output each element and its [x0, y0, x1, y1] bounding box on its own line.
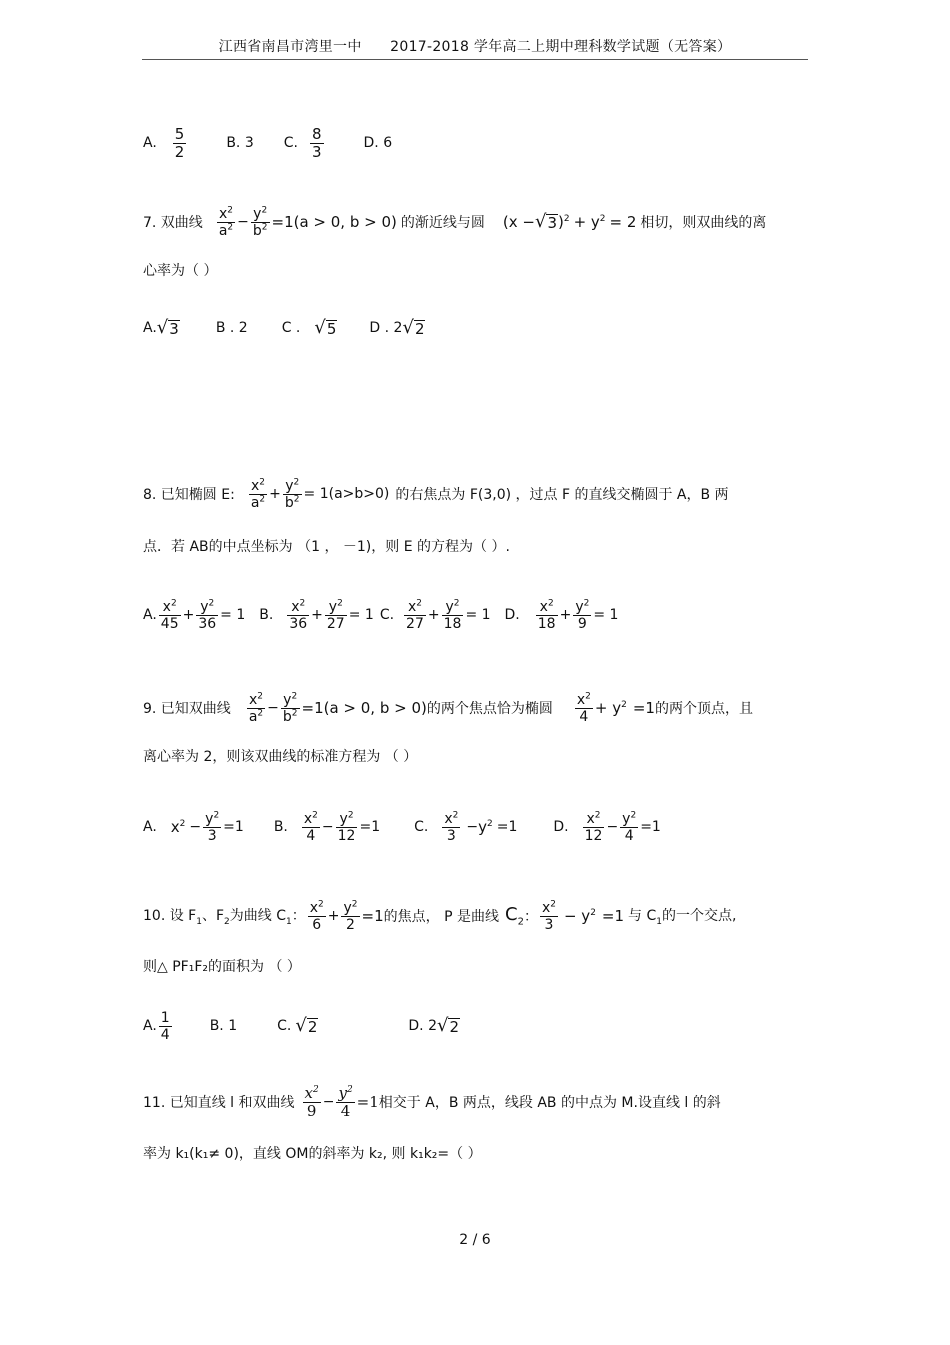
q8-option-b: B.: [259, 607, 274, 623]
q7-option-b: B . 2: [215, 320, 248, 336]
q7-stem: 7. 双曲线 $\frac{x^2}{a^2}$ − $\frac{y^2}{b^2}$ =1(a > 0, b > 0) 的渐近线与圆 (x − √ 3 )$^2$ + $y^2$ = 2 相切，则双曲线的离: [143, 204, 767, 239]
q8-option-c: C.: [379, 607, 395, 623]
q7-options: [143, 306, 425, 350]
q9-mid-text: 的两个焦点恰为椭圆: [426, 701, 553, 717]
q7-line2: 心率为（ ）: [143, 263, 218, 279]
q8-fraction-y: $\frac{y^2}{b^2}$: [284, 476, 300, 511]
q7-circle-open: (x −: [502, 213, 535, 231]
q9-line2: 离心率为 2，则该双曲线的标准方程为 （ ）: [143, 749, 418, 765]
q10-option-b: B. 1: [209, 1018, 238, 1034]
q8-line2: 点．若 AB的中点坐标为 （1 ， －1)，则 E 的方程为（ ）.: [143, 539, 510, 555]
q7-option-d: D . 2: [369, 320, 403, 336]
q10-option-d: D. 2: [408, 1018, 437, 1034]
q10-line2: 则△ PF₁F₂的面积为 （ ）: [143, 959, 301, 975]
q10-mid: 为曲线 $C_1$：: [229, 908, 306, 927]
q7-sqrt-3: √ 3: [534, 211, 557, 232]
q10-option-d-sqrt: √ 2: [436, 1015, 460, 1036]
q7-option-a: A.: [143, 320, 157, 336]
q7-mid-text: 的渐近线与圆: [400, 215, 485, 231]
q7-fraction-y: $\frac{y^2}{b^2}$: [252, 204, 268, 239]
q7-fraction-x: $\frac{x^2}{a^2}$: [218, 204, 234, 239]
q8-stem: 8. 已知椭圆 E: $\frac{x^2}{a^2}$ + $\frac{y^2}{b^2}$ = 1(a>b>0) 的右焦点为 F(3,0) ，过点 F 的直线交椭圆于 A，B 两: [143, 476, 729, 511]
q6-option-a-label: A.: [143, 135, 157, 151]
q6-options: [143, 121, 392, 165]
q8-option-d: D.: [504, 607, 520, 623]
q9-options: A. $x^2$ − $\frac{y^2}{3}$ =1 B. $\frac{x^2}{4}$ − $\frac{y^2}{12}$ =1 C. $\frac{x^2}{3}$ − $y^2$ =1 D. $\frac{x^2}{12}$ − $\frac{y^2}{4}$ =1: [143, 809, 661, 844]
q7-circle-eq: = 2: [609, 213, 637, 231]
q6-option-a-fraction: $\frac{5}{2}$: [174, 124, 185, 161]
q10-option-a: A.: [143, 1018, 157, 1034]
header-rule: [142, 59, 808, 60]
q7-circle-y: + $y^2$: [573, 213, 606, 231]
q11-stem: 11. 已知直线 l 和双曲线 $\frac{x^2}{9}$ − $\frac{y^2}{4}$ =1 相交于 A，B 两点，线段 AB 的中点为 M.设直线 l 的斜: [143, 1083, 721, 1120]
q8-fraction-x: $\frac{x^2}{a^2}$: [250, 476, 266, 511]
q10-option-c-sqrt: √ 2: [295, 1015, 318, 1036]
q9-option-d: D.: [553, 819, 569, 835]
q7-option-c: C .: [281, 320, 301, 336]
page-header-title: 江西省南昌市湾里一中 2017-2018 学年高二上期中理科数学试题（无答案）: [218, 39, 732, 55]
q8-option-a: A.: [143, 607, 157, 623]
q9-prefix: 9. 已知双曲线: [143, 701, 231, 717]
q6-option-c-fraction: $\frac{8}{3}$: [311, 124, 322, 161]
q7-prefix: 7. 双曲线: [143, 215, 203, 231]
q6-option-d: D. 6: [363, 135, 393, 151]
q9-option-a: A.: [143, 819, 157, 835]
q8-prefix: 8. 已知椭圆 E:: [143, 487, 235, 503]
page-number: 2 / 6: [459, 1232, 491, 1248]
q7-option-a-sqrt: √ 3: [156, 317, 179, 338]
q6-option-b: B. 3: [226, 135, 254, 151]
q10-option-c: C.: [277, 1018, 292, 1034]
q11-prefix: 11. 已知直线 l 和双曲线: [143, 1095, 295, 1111]
q8-mid-text: 的右焦点为 F(3,0) ，过点 F 的直线交椭圆于 A，B 两: [395, 487, 729, 503]
q7-option-c-sqrt: √ 5: [314, 317, 337, 338]
q8-options: A. $\frac{x^2}{45}$ + $\frac{y^2}{36}$ = 1 B. $\frac{x^2}{36}$ + $\frac{y^2}{27}$ = 1 C. $\frac{x^2}{27}$ + $\frac{y^2}{18}$ = 1 D. $\frac{x^2}{18}$ + $\frac{y^2}{9}$ = 1: [143, 597, 619, 632]
q10-mid2: 的焦点， P 是曲线: [383, 909, 499, 925]
q7-suffix: 相切，则双曲线的离: [640, 215, 767, 231]
q9-option-c: C.: [414, 819, 429, 835]
q9-stem: 9. 已知双曲线 $\frac{x^2}{a^2}$ − $\frac{y^2}{b^2}$ =1(a > 0, b > 0) 的两个焦点恰为椭圆 $\frac{x^2}{4}$ + $y^2$ =1 的两个顶点，且: [143, 690, 753, 725]
q9-suffix: 的两个顶点，且: [654, 701, 753, 717]
q10-options: A. $\frac{1}{4}$ B. 1 C. √ 2 D. 2 √ 2: [143, 1009, 460, 1043]
q7-option-d-sqrt: √ 2: [402, 317, 425, 338]
q11-line2: 率为 k₁(k₁≠ 0)，直线 OM的斜率为 k₂, 则 k₁k₂=（ ）: [143, 1146, 482, 1162]
q10-suffix: 与 $C_1$的一个交点,: [628, 908, 737, 927]
q7-condition: =1(a > 0, b > 0): [271, 213, 397, 231]
q7-circle-close: )$^2$: [557, 213, 570, 231]
q10-stem: 10. 设 $F_1$、$F_2$ 为曲线 $C_1$： $\frac{x^2}{6}$ + $\frac{y^2}{2}$ =1 的焦点， P 是曲线 $C_2$ ： $\frac{x^2}{3}$ − $y^2$ =1 与 $C_1$的一个交点,: [143, 898, 737, 933]
q10-prefix: 10. 设 $F_1$、$F_2$: [143, 908, 230, 927]
q9-option-b: B.: [273, 819, 288, 835]
q6-option-c-label: C.: [283, 135, 298, 151]
q11-mid: 相交于 A，B 两点，线段 AB 的中点为 M.设直线 l 的斜: [378, 1095, 721, 1111]
q9-condition: =1(a > 0, b > 0): [301, 699, 427, 717]
q8-equation: = 1(a>b>0): [303, 486, 390, 502]
